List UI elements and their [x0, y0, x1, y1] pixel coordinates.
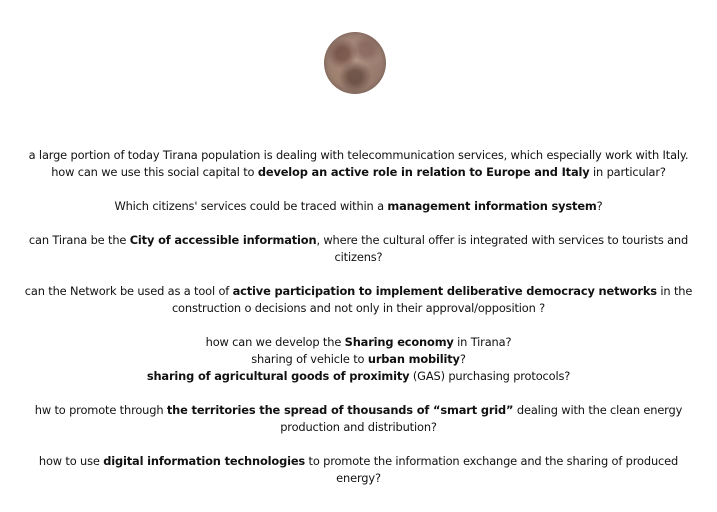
emblem-image — [324, 32, 386, 94]
paragraph-management-system: Which citizens' services could be traced within a management information system? — [114, 199, 603, 213]
paragraph-digital-technologies: how to use digital information technologies to promote the information exchange and the sharing of produced energy? — [38, 454, 679, 485]
questions-text — [22, 147, 695, 504]
paragraph-smart-grid: hw to promote through the territories the spread of thousands of “smart grid” dealing with the clean energy production and distribution? — [34, 403, 683, 434]
paragraph-accessible-information: can Tirana be the City of accessible information, where the cultural offer is integrated with services to tourists and citizens? — [28, 233, 689, 264]
paragraph-telecommunication: a large portion of today Tirana population is dealing with telecommunication services, which especially work with Italy. how can we use this social capital to develop an active role in relation to Europe and Italy in particular? — [28, 148, 689, 179]
paragraph-sharing-economy: how can we develop the Sharing economy in Tirana? sharing of vehicle to urban mobility? sharing of agricultural goods of proximity (GAS) purchasing protocols? — [146, 335, 571, 383]
paragraph-active-participation: can the Network be used as a tool of active participation to implement deliberative democracy networks in the construction o decisions and not only in their approval/opposition ? — [24, 284, 693, 315]
